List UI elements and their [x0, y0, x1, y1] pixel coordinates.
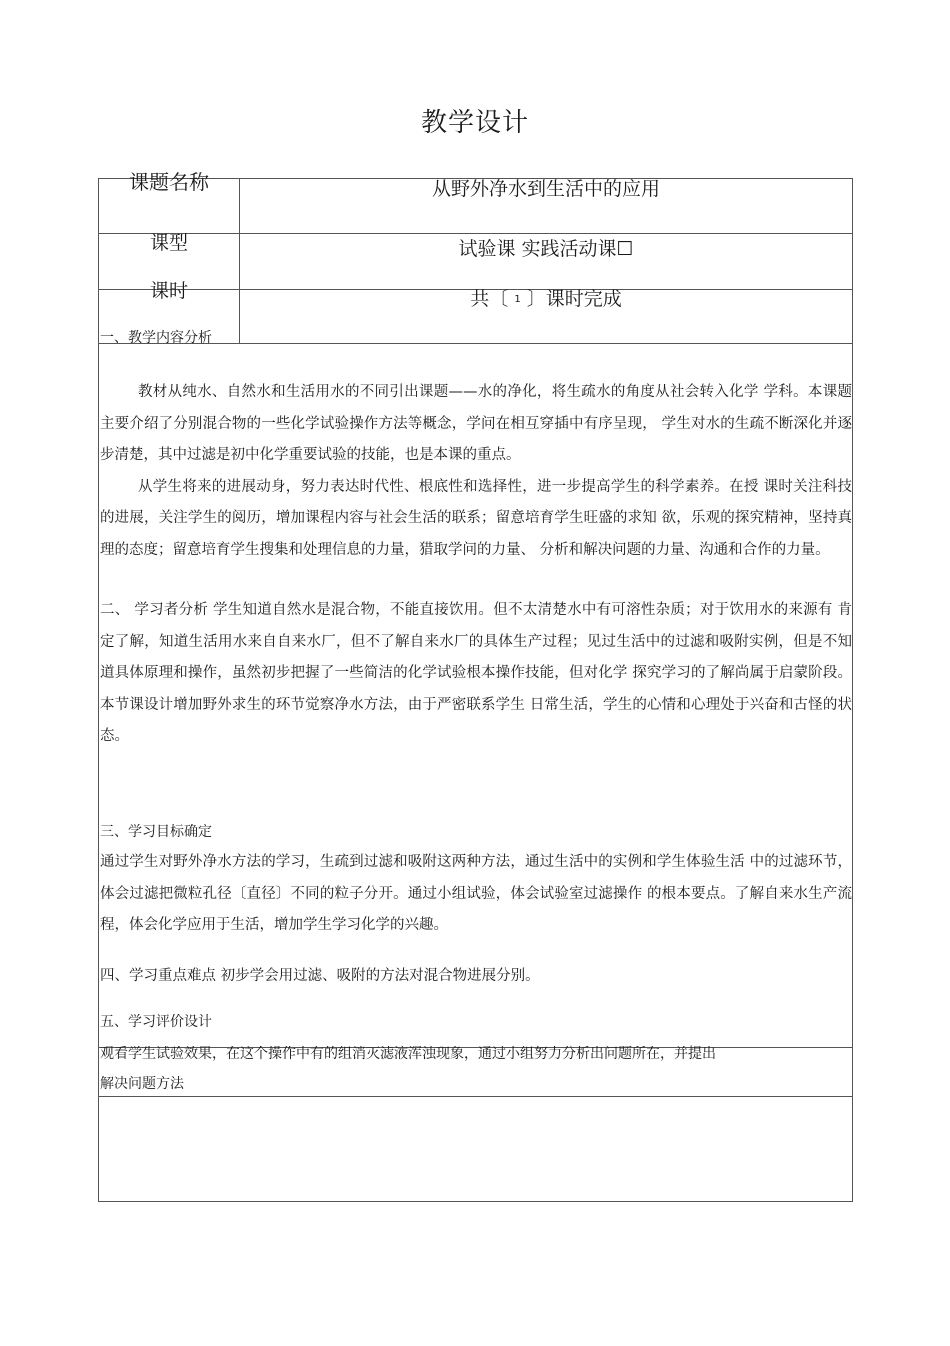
- evaluation-line-2: 解决问题方法: [100, 1076, 184, 1092]
- evaluation-heading: 五、学习评价设计: [100, 1014, 212, 1030]
- hours-suffix: 〕课时完成: [526, 288, 622, 310]
- table-border-right: [852, 178, 853, 1202]
- content-analysis-paragraph-1: 教材从纯水、自然水和生活用水的不同引出课题——水的净化，将生疏水的角度从社会转入化学 学科。本课题主要介绍了分别混合物的一些化学试验操作方法等概念，学问在相互穿插中有序呈现， 学生对水的生疏不断深化并逐步清楚，其中过滤是初中化学重要试验的技能，也是本课的重点。: [100, 384, 852, 463]
- topic-label: 课题名称: [129, 170, 209, 194]
- learner-analysis-text: 二、 学习者分析 学生知道自然水是混合物，不能直接饮用。但不太清楚水中有可溶性杂质；对于饮用水的来源有 肯定了解，知道生活用水来自自来水厂，但不了解自来水厂的具体生产过程；见过生活中的过滤和吸附实例，但是不知道具体原理和操作，虽然初步把握了一些简洁的化学试验根本操作技能，但对化学 探究学习的了解尚属于启蒙阶段。本节课设计增加野外求生的环节觉察净水方法，由于严密联系学生 日常生活，学生的心情和心理处于兴奋和古怪的状态。: [100, 602, 852, 744]
- evaluation-line-1: 观看学生试验效果，在这个操作中有的组消灭滤液浑浊现象，通过小组努力分析出问题所在，并提出: [100, 1046, 716, 1062]
- hours-label: 课时: [149, 280, 188, 302]
- key-points-text: 四、学习重点难点 初步学会用过滤、吸附的方法对混合物进展分别。: [100, 968, 540, 984]
- type-value: 试验课 实践活动课☐: [458, 238, 634, 260]
- objectives-heading: 三、学习目标确定: [100, 824, 212, 840]
- hours-value: [240, 284, 852, 311]
- content-analysis-body: [100, 377, 852, 566]
- table-border-bottom: [98, 1201, 853, 1202]
- document-title: 教学设计: [420, 108, 529, 138]
- hours-prefix: 共〔: [470, 288, 509, 310]
- objectives-text: 通过学生对野外净水方法的学习，生疏到过滤和吸附这两种方法，通过生活中的实例和学生体验生活 中的过滤环节，体会过滤把微粒孔径〔直径〕不同的粒子分开。通过小组试验，体会试验室过滤操作 的根本要点。了解自来水生产流程，体会化学应用于生活，增加学生学习化学的兴趣。: [100, 854, 852, 933]
- table-row-divider: [98, 1096, 853, 1097]
- content-analysis-heading: 一、教学内容分析: [100, 330, 212, 346]
- topic-value: 从野外净水到生活中的应用: [431, 178, 660, 200]
- hours-count: 1: [514, 294, 521, 305]
- table-border-left: [98, 178, 99, 1202]
- content-analysis-paragraph-2: 从学生将来的进展动身，努力表达时代性、根底性和选择性，进一步提高学生的科学素养。在授 课时关注科技的进展，关注学生的阅历，增加课程内容与社会生活的联系；留意培育学生旺盛的求知 欲，乐观的探究精神，坚持真理的态度；留意培育学生搜集和处理信息的力量，猎取学问的力量、 分析和解决问题的力量、沟通和合作的力量。: [100, 478, 852, 558]
- type-label: 课型: [149, 232, 188, 254]
